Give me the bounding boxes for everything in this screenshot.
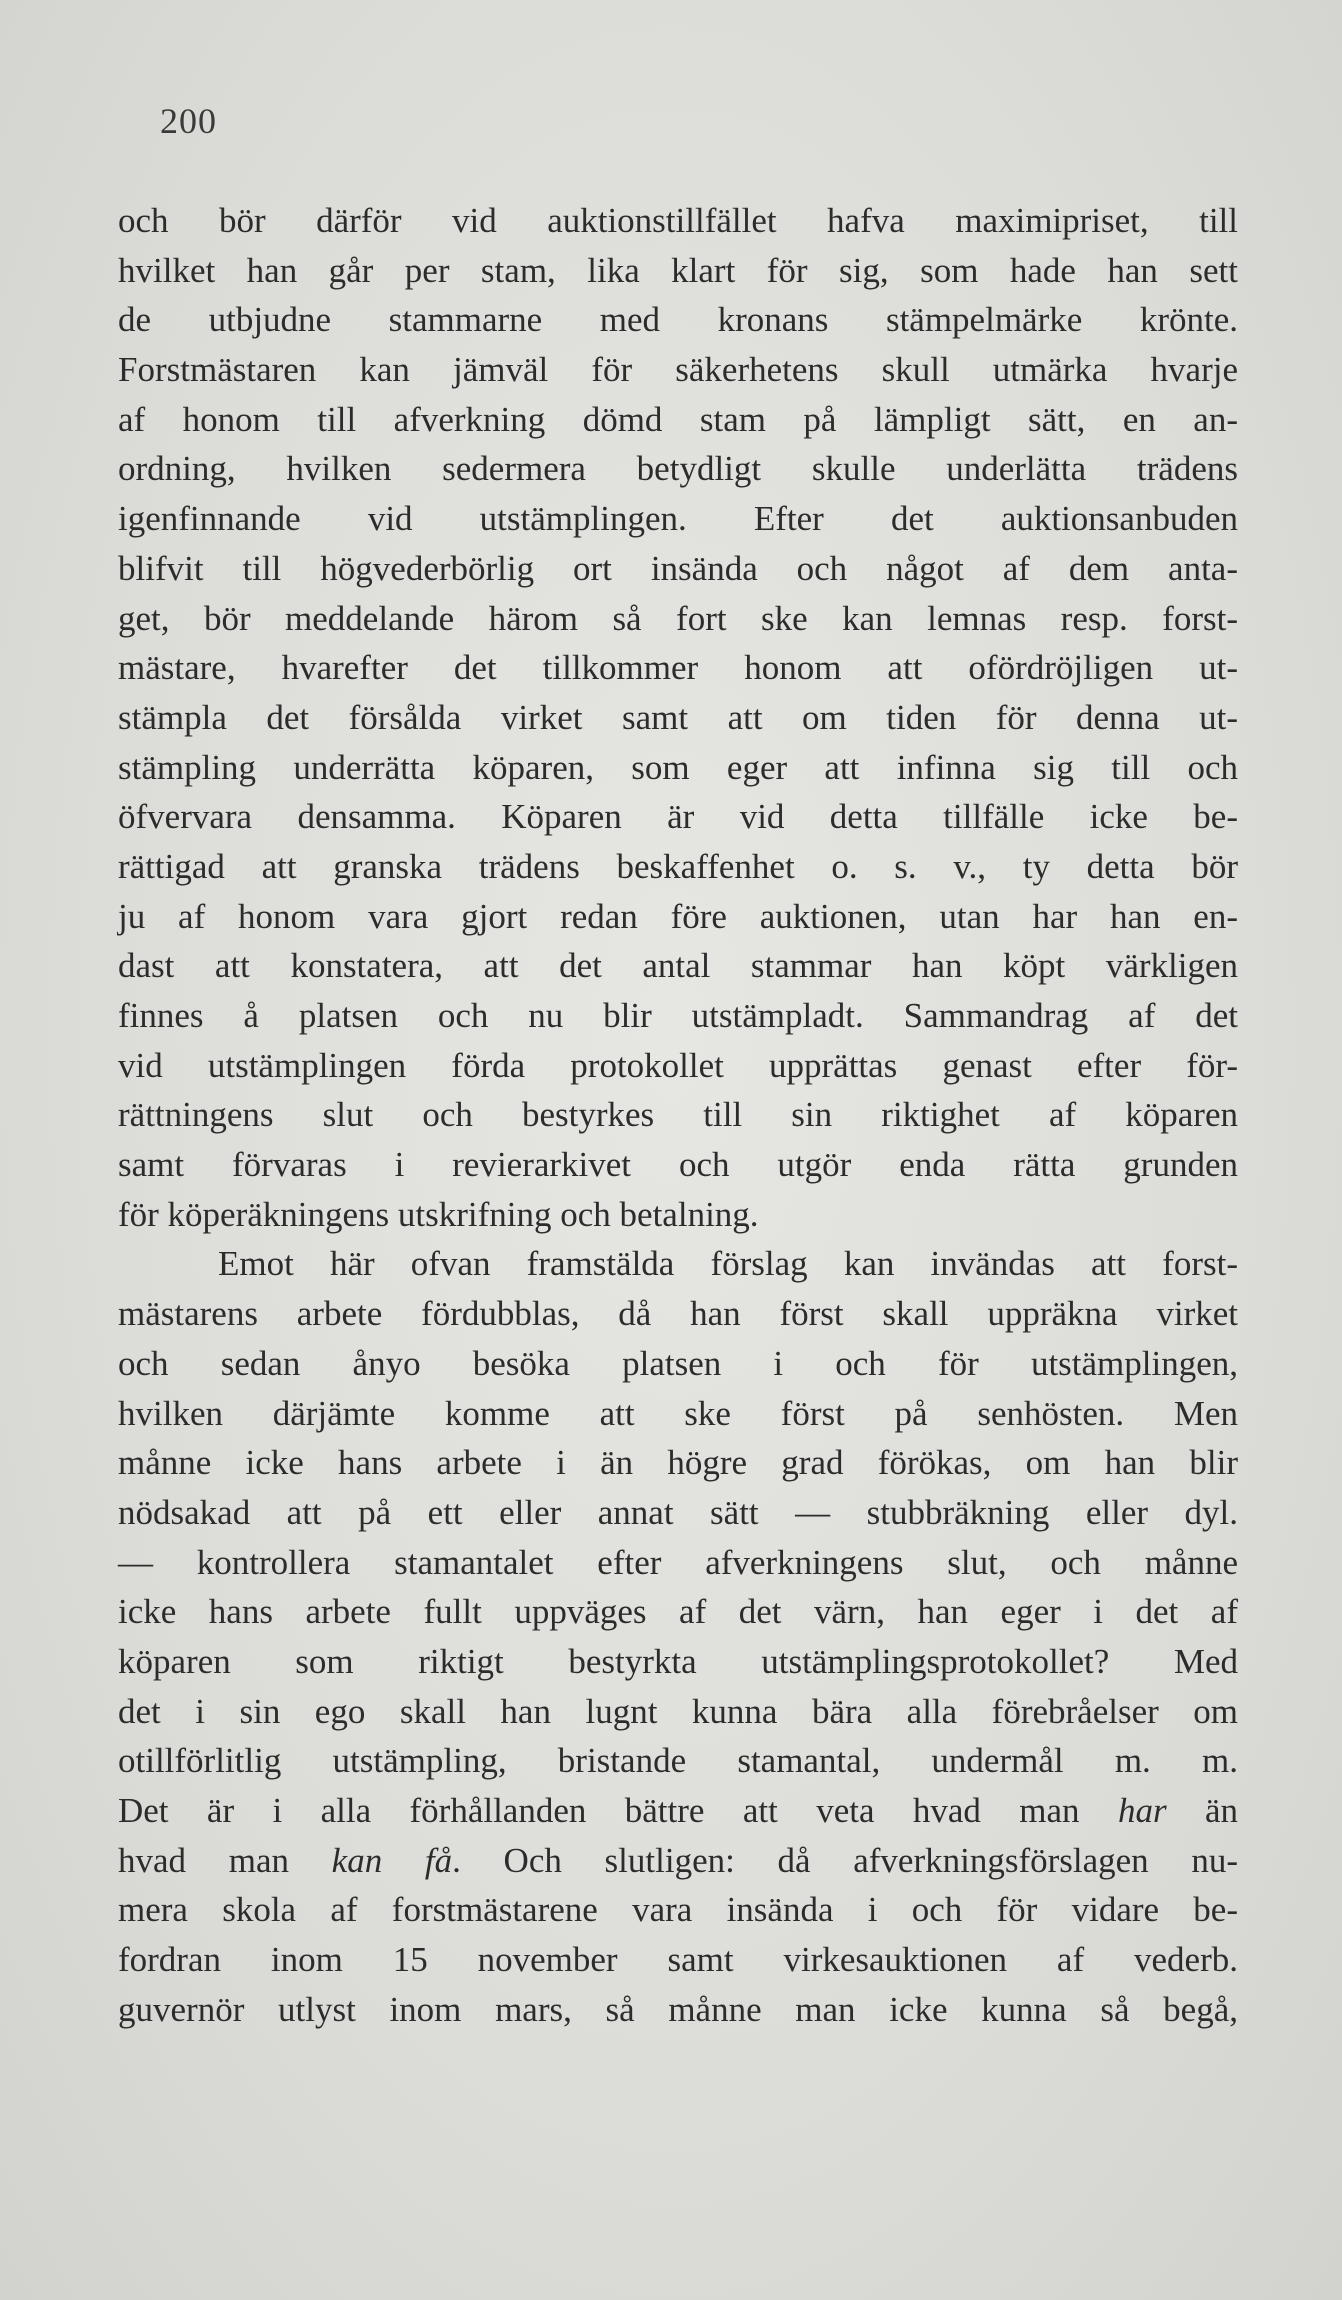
text-line: stämpling underrätta köparen, som eger att infinna sig till och: [118, 747, 1238, 787]
text-line: för köperäkningens utskrifning och betalning.: [118, 1194, 759, 1234]
text-line: — kontrollera stamantalet efter afverkningens slut, och månne: [118, 1542, 1238, 1582]
text-line: guvernör utlyst inom mars, så månne man icke kunna så begå,: [118, 1989, 1238, 2029]
text-line: rättningens slut och bestyrkes till sin riktighet af köparen: [118, 1095, 1238, 1135]
text-line: det i sin ego skall han lugnt kunna bära alla förebråelser om: [118, 1691, 1238, 1731]
body-text: [118, 196, 1238, 2034]
text-line: igenfinnande vid utstämplingen. Efter det auktionsanbuden: [118, 499, 1238, 539]
text-line: mästarens arbete fördubblas, då han först skall uppräkna virket: [118, 1294, 1238, 1334]
text-line: fordran inom 15 november samt virkesauktionen af vederb.: [118, 1940, 1238, 1980]
text-line: hvilket han går per stam, lika klart för sig, som hade han sett: [118, 250, 1238, 290]
text-line: mästare, hvarefter det tillkommer honom att ofördröjligen ut-: [118, 648, 1238, 688]
text-line: köparen som riktigt bestyrkta utstämplingsprotokollet? Med: [118, 1641, 1238, 1681]
text-line: hvad man kan få. Och slutligen: då afverkningsförslagen nu-: [118, 1840, 1239, 1880]
text-line: blifvit till högvederbörlig ort insända och något af dem anta-: [118, 548, 1238, 588]
text-line: Emot här ofvan framstälda förslag kan invändas att forst-: [218, 1244, 1238, 1284]
text-line: icke hans arbete fullt uppväges af det värn, han eger i det af: [118, 1592, 1238, 1632]
text-line: månne icke hans arbete i än högre grad förökas, om han blir: [118, 1443, 1238, 1483]
text-line: get, bör meddelande härom så fort ske kan lemnas resp. forst-: [118, 598, 1238, 638]
page-number: 200: [160, 101, 217, 141]
text-line: otillförlitlig utstämpling, bristande stamantal, undermål m. m.: [118, 1741, 1238, 1781]
text-line: hvilken därjämte komme att ske först på senhösten. Men: [118, 1393, 1238, 1433]
text-line: ordning, hvilken sedermera betydligt skulle underlätta trädens: [118, 449, 1238, 489]
text-line: nödsakad att på ett eller annat sätt — stubbräkning eller dyl.: [118, 1492, 1238, 1532]
italic-word: kan få: [331, 1840, 453, 1880]
text-line: dast att konstatera, att det antal stammar han köpt värkligen: [118, 946, 1238, 986]
text-line: samt förvaras i revierarkivet och utgör enda rätta grunden: [118, 1145, 1238, 1185]
text-line: rättigad att granska trädens beskaffenhet o. s. v., ty detta bör: [118, 846, 1238, 886]
text-line: och bör därför vid auktionstillfället hafva maximipriset, till: [118, 201, 1238, 240]
text-line: Forstmästaren kan jämväl för säkerhetens skull utmärka hvarje: [118, 350, 1238, 390]
italic-word: har: [1117, 1791, 1167, 1830]
text-line: ju af honom vara gjort redan före auktionen, utan har han en-: [118, 896, 1238, 936]
text-line: vid utstämplingen förda protokollet upprättas genast efter för-: [118, 1045, 1238, 1085]
text-line: mera skola af forstmästarene vara insända i och för vidare be-: [118, 1890, 1238, 1930]
text-line: och sedan ånyo besöka platsen i och för utstämplingen,: [118, 1343, 1238, 1383]
text-line: öfvervara densamma. Köparen är vid detta tillfälle icke be-: [118, 797, 1238, 837]
text-line: de utbjudne stammarne med kronans stämpelmärke krönte.: [118, 300, 1238, 340]
text-line: stämpla det försålda virket samt att om tiden för denna ut-: [118, 697, 1238, 737]
text-line: finnes å platsen och nu blir utstämpladt. Sammandrag af det: [118, 996, 1238, 1035]
text-line: Det är i alla förhållanden bättre att veta hvad man har än: [118, 1791, 1238, 1830]
text-line: af honom till afverkning dömd stam på lämpligt sätt, en an-: [118, 399, 1238, 439]
